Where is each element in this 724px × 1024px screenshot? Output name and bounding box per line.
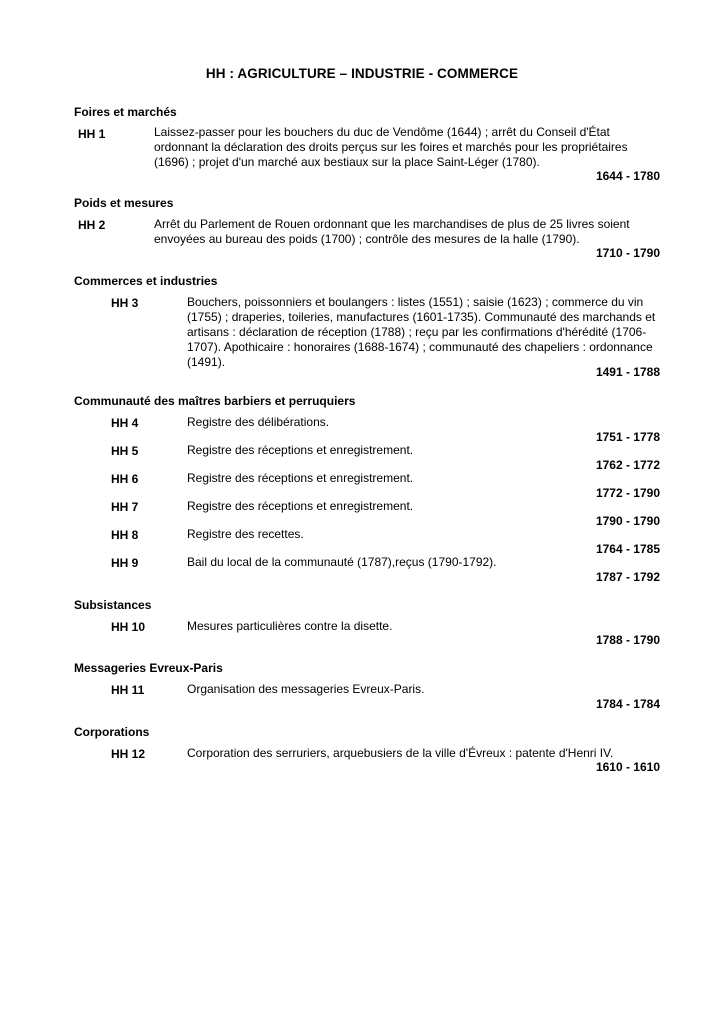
entry-dates: 1764 - 1785: [595, 542, 660, 556]
entry-dates: 1787 - 1792: [595, 570, 660, 584]
entry-dates: 1491 - 1788: [595, 365, 660, 379]
entry-dates: 1710 - 1790: [595, 246, 660, 260]
entry-description: Laissez-passer pour les bouchers du duc de Vendôme (1644) ; arrêt du Conseil d'État ordonnant la déclaration des droits perçus sur les foires et marchés pour les propriétaires (1696) ; projet d'un marché aux bestiaux sur la place Saint-Léger (1780).: [154, 125, 628, 169]
entry-description: Registre des délibérations.: [187, 415, 330, 429]
entry-code: HH 10: [111, 620, 146, 634]
entry-dates: 1610 - 1610: [595, 760, 660, 774]
section-heading-messageries: Messageries Evreux-Paris: [74, 661, 223, 675]
entry-description: Corporation des serruriers, arquebusiers de la ville d'Évreux : patente d'Henri IV.: [187, 746, 614, 760]
entry-description: Registre des réceptions et enregistrement.: [187, 471, 414, 485]
document-title: HH : AGRICULTURE – INDUSTRIE - COMMERCE: [205, 66, 519, 81]
entry-code: HH 12: [111, 747, 146, 761]
entry-description: Bouchers, poissonniers et boulangers : listes (1551) ; saisie (1623) ; commerce du vin (1755) ; draperies, toileries, manufactures (1601-1735). Communauté des marchands et artisans : déclaration de réception (1788) ; reçu par les confirmations d'hérédité (1706-1707). Apothicaire : honoraires (1688-1674) ; communauté des chapeliers : ordonnance (1491).: [187, 295, 656, 369]
entry-description: Mesures particulières contre la disette.: [187, 619, 393, 633]
entry-code: HH 4: [111, 416, 139, 430]
entry-description: Bail du local de la communauté (1787),reçus (1790-1792).: [187, 555, 497, 569]
entry-dates: 1788 - 1790: [595, 633, 660, 647]
section-heading-subsistances: Subsistances: [74, 598, 152, 612]
entry-description: Registre des réceptions et enregistrement.: [187, 499, 414, 513]
entry-dates: 1644 - 1780: [595, 169, 660, 183]
entry-code: HH 8: [111, 528, 139, 542]
entry-dates: 1772 - 1790: [595, 486, 660, 500]
entry-code: HH 1: [78, 127, 106, 141]
entry-description: Organisation des messageries Evreux-Paris.: [187, 682, 425, 696]
entry-code: HH 2: [78, 218, 106, 232]
entry-dates: 1790 - 1790: [595, 514, 660, 528]
entry-code: HH 6: [111, 472, 139, 486]
entry-description: Registre des réceptions et enregistrement.: [187, 443, 414, 457]
entry-description: Registre des recettes.: [187, 527, 304, 541]
entry-dates: 1751 - 1778: [595, 430, 660, 444]
entry-dates: 1784 - 1784: [595, 697, 660, 711]
section-heading-corporations: Corporations: [74, 725, 150, 739]
entry-description: Arrêt du Parlement de Rouen ordonnant que les marchandises de plus de 25 livres soient envoyées au bureau des poids (1700) ; contrôle des mesures de la halle (1790).: [154, 217, 630, 246]
entry-code: HH 7: [111, 500, 139, 514]
section-heading-commerces: Commerces et industries: [74, 274, 218, 288]
entry-code: HH 5: [111, 444, 139, 458]
entry-code: HH 3: [111, 296, 139, 310]
section-heading-foires: Foires et marchés: [74, 105, 177, 119]
entry-code: HH 9: [111, 556, 139, 570]
section-heading-poids: Poids et mesures: [74, 196, 174, 210]
section-heading-barbiers: Communauté des maîtres barbiers et perruquiers: [74, 394, 356, 408]
entry-code: HH 11: [111, 683, 145, 697]
entry-dates: 1762 - 1772: [595, 458, 660, 472]
